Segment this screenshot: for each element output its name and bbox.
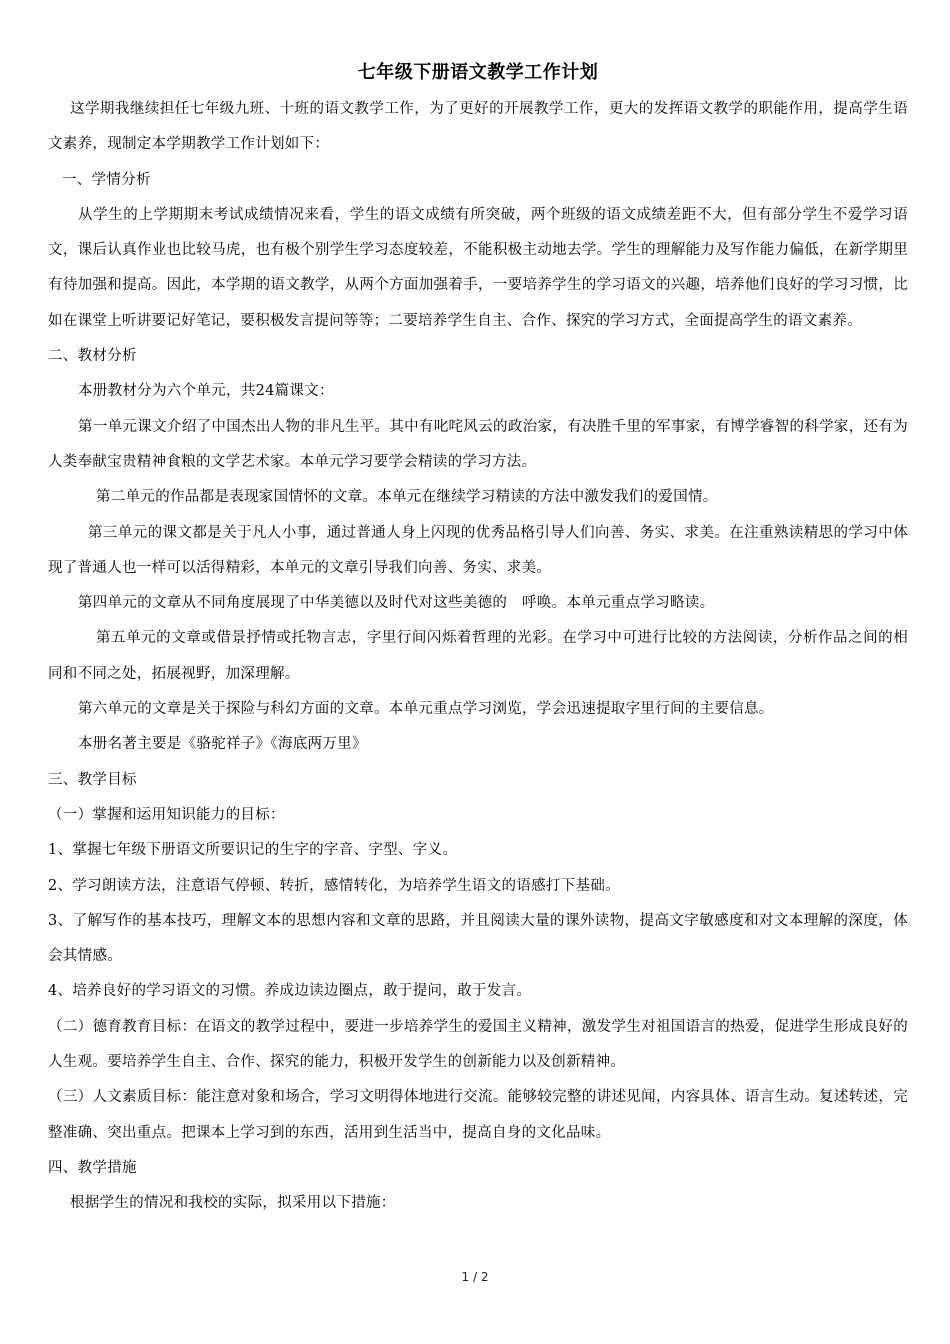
learning-analysis-paragraph: 从学生的上学期期末考试成绩情况来看，学生的语文成绩有所突破，两个班级的语文成绩差距不大，但有部分学生不爱学习语文，课后认真作业也比较马虎，也有极个别学生学习态度较差，不能积极主动地去学。学生的理解能力及写作能力偏低，在新学期里有待加强和提高。因此，本学期的语文教学，从两个方面加强着手，一要培养学生的学习语文的兴趣，培养他们良好的学习习惯，比如在课堂上听讲要记好笔记，要积极发言提问等等；二要培养学生自主、合作、探究的学习方式，全面提高学生的语文素养。 (48, 206, 908, 329)
goal-moral-education: （二）德育教育目标：在语文的教学过程中，要进一步培养学生的爱国主义精神，激发学生对祖国语言的热爱，促进学生形成良好的人生观。要培养学生自主、合作、探究的能力，积极开发学生的创新能力以及创新精神。 (48, 1018, 908, 1071)
section-heading-teaching-goals: 三、教学目标 (48, 771, 137, 788)
document-page (48, 58, 908, 1222)
section-heading-teaching-measures: 四、教学措施 (48, 1159, 137, 1176)
classics-paragraph: 本册名著主要是《骆驼祥子》《海底两万里》 (78, 736, 367, 753)
goal-subheading-knowledge: （一）掌握和运用知识能力的目标： (48, 806, 285, 823)
unit-3-paragraph: 第三单元的课文都是关于凡人小事，通过普通人身上闪现的优秀品格引导人们向善、务实、求美。在注重熟读精思的学习中体现了普通人也一样可以活得精彩，本单元的文章引导我们向善、务实、求美。 (48, 524, 908, 576)
goal-item-3: 3、了解写作的基本技巧，理解文本的思想内容和文章的思路，并且阅读大量的课外读物，提高文字敏感度和对文本理解的深度，体会其情感。 (48, 912, 908, 965)
unit-1-paragraph: 第一单元课文介绍了中国杰出人物的非凡生平。其中有叱咤风云的政治家，有决胜千里的军事家，有博学睿智的科学家，还有为人类奉献宝贵精神食粮的文学艺术家。本单元学习要学会精读的学习方法。 (48, 418, 908, 470)
goal-item-2: 2、学习朗读方法，注意语气停顿、转折，感情转化，为培养学生语文的语感打下基础。 (48, 877, 620, 894)
unit-5-paragraph: 第五单元的文章或借景抒情或托物言志，字里行间闪烁着哲理的光彩。在学习中可进行比较的方法阅读，分析作品之间的相同和不同之处，拓展视野，加深理解。 (48, 630, 908, 682)
section-heading-learning-analysis: 一、学情分析 (62, 171, 151, 188)
intro-paragraph: 这学期我继续担任七年级九班、十班的语文教学工作，为了更好的开展教学工作，更大的发挥语文教学的职能作用，提高学生语文素养，现制定本学期教学工作计划如下： (48, 101, 908, 153)
page-number: 1 / 2 (461, 1270, 489, 1284)
goal-humanities: （三）人文素质目标：能注意对象和场合，学习文明得体地进行交流。能够较完整的讲述见闻，内容具体、语言生动。复述转述，完整准确、突出重点。把课本上学习到的东西，活用到生活当中，提高自身的文化品味。 (48, 1089, 908, 1141)
unit-6-paragraph: 第六单元的文章是关于探险与科幻方面的文章。本单元重点学习浏览，学会迅速提取字里行间的主要信息。 (78, 701, 774, 718)
document-title: 七年级下册语文教学工作计划 (357, 62, 599, 83)
unit-4-paragraph: 第四单元的文章从不同角度展现了中华美德以及时代对这些美德的 呼唤。本单元重点学习略读。 (78, 595, 715, 612)
section-heading-textbook-analysis: 二、教材分析 (48, 348, 137, 365)
unit-2-paragraph: 第二单元的作品都是表现家国情怀的文章。本单元在继续学习精读的方法中激发我们的爱国情。 (96, 489, 718, 506)
goal-item-4: 4、培养良好的学习语文的习惯。养成边读边圈点，敢于提问，敢于发言。 (48, 983, 532, 1000)
textbook-overview: 本册教材分为六个单元，共24篇课文： (78, 383, 334, 400)
teaching-measures-intro: 根据学生的情况和我校的实际，拟采用以下措施： (70, 1195, 396, 1212)
goal-item-1: 1、掌握七年级下册语文所要识记的生字的字音、字型、字义。 (48, 842, 458, 859)
